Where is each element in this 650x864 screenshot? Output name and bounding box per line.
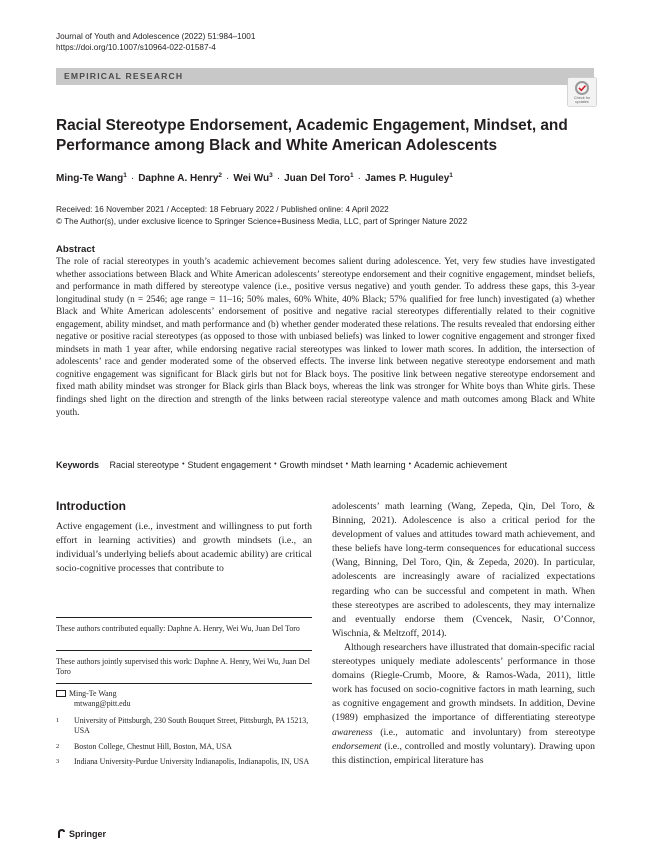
keyword-item: Racial stereotype [109, 460, 180, 470]
publication-dates: Received: 16 November 2021 / Accepted: 18 February 2022 / Published online: 4 April 2022 [56, 205, 389, 214]
equal-contribution-note: These authors contributed equally: Daphne A. Henry, Wei Wu, Juan Del Toro [56, 624, 300, 633]
affiliation-text: University of Pittsburgh, 230 South Bouquet Street, Pittsburgh, PA 15213, USA [74, 716, 309, 736]
intro-right-paragraph-1: adolescents’ math learning (Wang, Zepeda, Qin, Del Toro, & Binning, 2021). Adolescence is also a critical period for the development of values and attitudes toward math achievement, and these beliefs have long-term consequences for educational success (Wang, Binning, Del Toro, Qin, & Zepeda, 2020). In particular, adolescents are increasingly aware of racialized expectations regarding who can be successful and competent in math. When these stereotypes are ascribed to adolescents, they may internalize and eventually endorse them (Cvencek, Nasir, O’Connor, Wischnia, & Meltzoff, 2014). [332, 501, 595, 639]
joint-supervision-note: These authors jointly supervised this work: Daphne A. Henry, Wei Wu, Juan Del Toro [56, 657, 310, 677]
keywords: Keywords Racial stereotype • Student engagement • Growth mindset • Math learning • Academic achievement [56, 460, 508, 470]
citation-link[interactable]: 2014 [421, 627, 441, 639]
footnote-divider [56, 617, 312, 618]
author-list: Ming-Te Wang$^1$ · Daphne A. Henry$^2$ · Wei $Wu^3$ · Juan Del Toro$^1$ · James P. Huguley$^1$ [56, 172, 453, 184]
citation-link[interactable]: 2021 [371, 515, 392, 527]
abstract-heading: Abstract [56, 244, 95, 255]
section-band [56, 68, 594, 85]
author-name[interactable]: Daphne A. Henry [138, 173, 219, 184]
affiliation-3 [56, 757, 312, 767]
citation-link[interactable]: 1989 [335, 712, 355, 724]
affiliation-1 [56, 716, 312, 737]
citation-link[interactable]: 2020 [514, 557, 534, 569]
author-affiliation-sup: 1 [123, 172, 127, 179]
copyright-notice: © The Author(s), under exclusive licence to Springer Science+Business Media, LLC, part of Springer Nature 2022 [56, 217, 468, 226]
corresponding-email[interactable]: mtwang@pitt.edu [74, 699, 131, 709]
keywords-label: Keywords [56, 460, 100, 470]
affiliation-text: Indiana University-Purdue University Indianapolis, Indianapolis, IN, USA [74, 757, 310, 766]
footnote-divider [56, 683, 312, 684]
badge-text: Check for updates [573, 96, 591, 104]
affiliation-number: 3 [56, 758, 60, 765]
corresponding-author [56, 689, 312, 710]
affiliation-number: 1 [56, 717, 60, 724]
corresponding-name: Ming-Te Wang [69, 689, 117, 698]
author-affiliation-sup: 2 [218, 172, 223, 179]
author-affiliation-sup: 3 [269, 172, 273, 179]
section-label: EMPIRICAL RESEARCH [64, 71, 184, 81]
abstract-text: The role of racial stereotypes in youth’s academic achievement becomes salient during adolescence. Yet, very few studies have investigated whether associations between Black and White American adolescents’ stereotype endorsement and their cognitive engagement, mindset beliefs, and performance in math differed by stereotype valence (i.e., positive versus negative) and youth gender. To address these gaps, this 3-year longitudinal study (n = 2546; age range = 11–16; 50% males, 60% White, 40% Black; 57% qualified for free lunch) investigated (a) whether Black and White American adolescents’ endorsement of positive and negative racial stereotypes differentially related to their cognitive engagement, ability mindset, and math performance and (b) whether gender moderated these relations. The results revealed that endorsing either negative or positive racial stereotypes (as opposed to those with unbiased beliefs) was linked to lower cognitive engagement and stronger fixed mindsets in math 1 year after, while endorsing negative racial stereotypes was linked to lower math scores. In addition, the intersection of adolescents’ race and gender moderated some of the observed effects. The inverse link between negative stereotype endorsement and math cognitive engagement was significant for Black girls but not for Black boys. The positive link between negative stereotype endorsement and fixed math ability mindset was stronger for Black girls than Black boys, whereas the link was stronger for White boys than White girls. These findings shed light on the direction and strength of the links between racial stereotype valence and math outcomes among Black and White youth. [56, 257, 595, 418]
affiliation-number: 2 [56, 743, 60, 750]
publisher-logo [56, 828, 106, 839]
publisher-name: Springer [69, 828, 107, 839]
author-affiliation-sup: 1 [449, 172, 453, 179]
keyword-item: Math learning [351, 460, 406, 470]
keyword-item: Academic achievement [414, 460, 508, 470]
introduction-heading: Introduction [56, 499, 126, 513]
author-name[interactable]: Wei Wu [233, 173, 270, 184]
author-affiliation-sup: 1 [350, 172, 354, 179]
springer-horse-icon [56, 828, 66, 839]
article-title: Racial Stereotype Endorsement, Academic Engagement, Mindset, and Performance among Black and White American Adolescents [56, 117, 568, 154]
keyword-item: Growth mindset [279, 460, 343, 470]
keyword-item: Student engagement [187, 460, 272, 470]
affiliation-text: Boston College, Chestnut Hill, Boston, MA, USA [74, 742, 232, 751]
footnote-divider [56, 650, 312, 651]
envelope-icon [56, 690, 66, 697]
intro-right-column [332, 500, 595, 768]
intro-right-paragraph-2: Although researchers have illustrated that domain-specific racial stereotypes uniquely mediate adolescents’ performance in those domains (Riegle-Crumb, Moore, & Ramos-Wada, 2011), little work has focused on socio-cognitive factors in math learning, such as cognitive engagement and growth mindsets. In addition, Devine (1989) emphasized the importance of differentiating stereotype awareness (i.e., automatic and involuntary) from stereotype endorsement (i.e., controlled and mostly voluntary). Drawing upon this distinction, empirical literature has [332, 641, 595, 766]
citation-link[interactable]: 2011 [546, 670, 566, 682]
journal-citation: Journal of Youth and Adolescence (2022) 51:984–1001 [56, 32, 256, 41]
author-name[interactable]: Ming-Te Wang [56, 173, 124, 184]
check-for-updates-badge[interactable] [567, 77, 597, 107]
doi-link[interactable]: https://doi.org/10.1007/s10964-022-01587-4 [56, 43, 216, 52]
author-name[interactable]: James P. Huguley [364, 173, 450, 184]
affiliation-2 [56, 742, 312, 752]
article-history [56, 204, 596, 228]
intro-left-paragraph: Active engagement (i.e., investment and willingness to put forth effort in learning activities) and growth mindsets (i.e., an individual’s underlying beliefs about academic ability) are critical socio-cognitive processes that contribute to [56, 521, 312, 575]
author-name[interactable]: Juan Del Toro [284, 173, 351, 184]
